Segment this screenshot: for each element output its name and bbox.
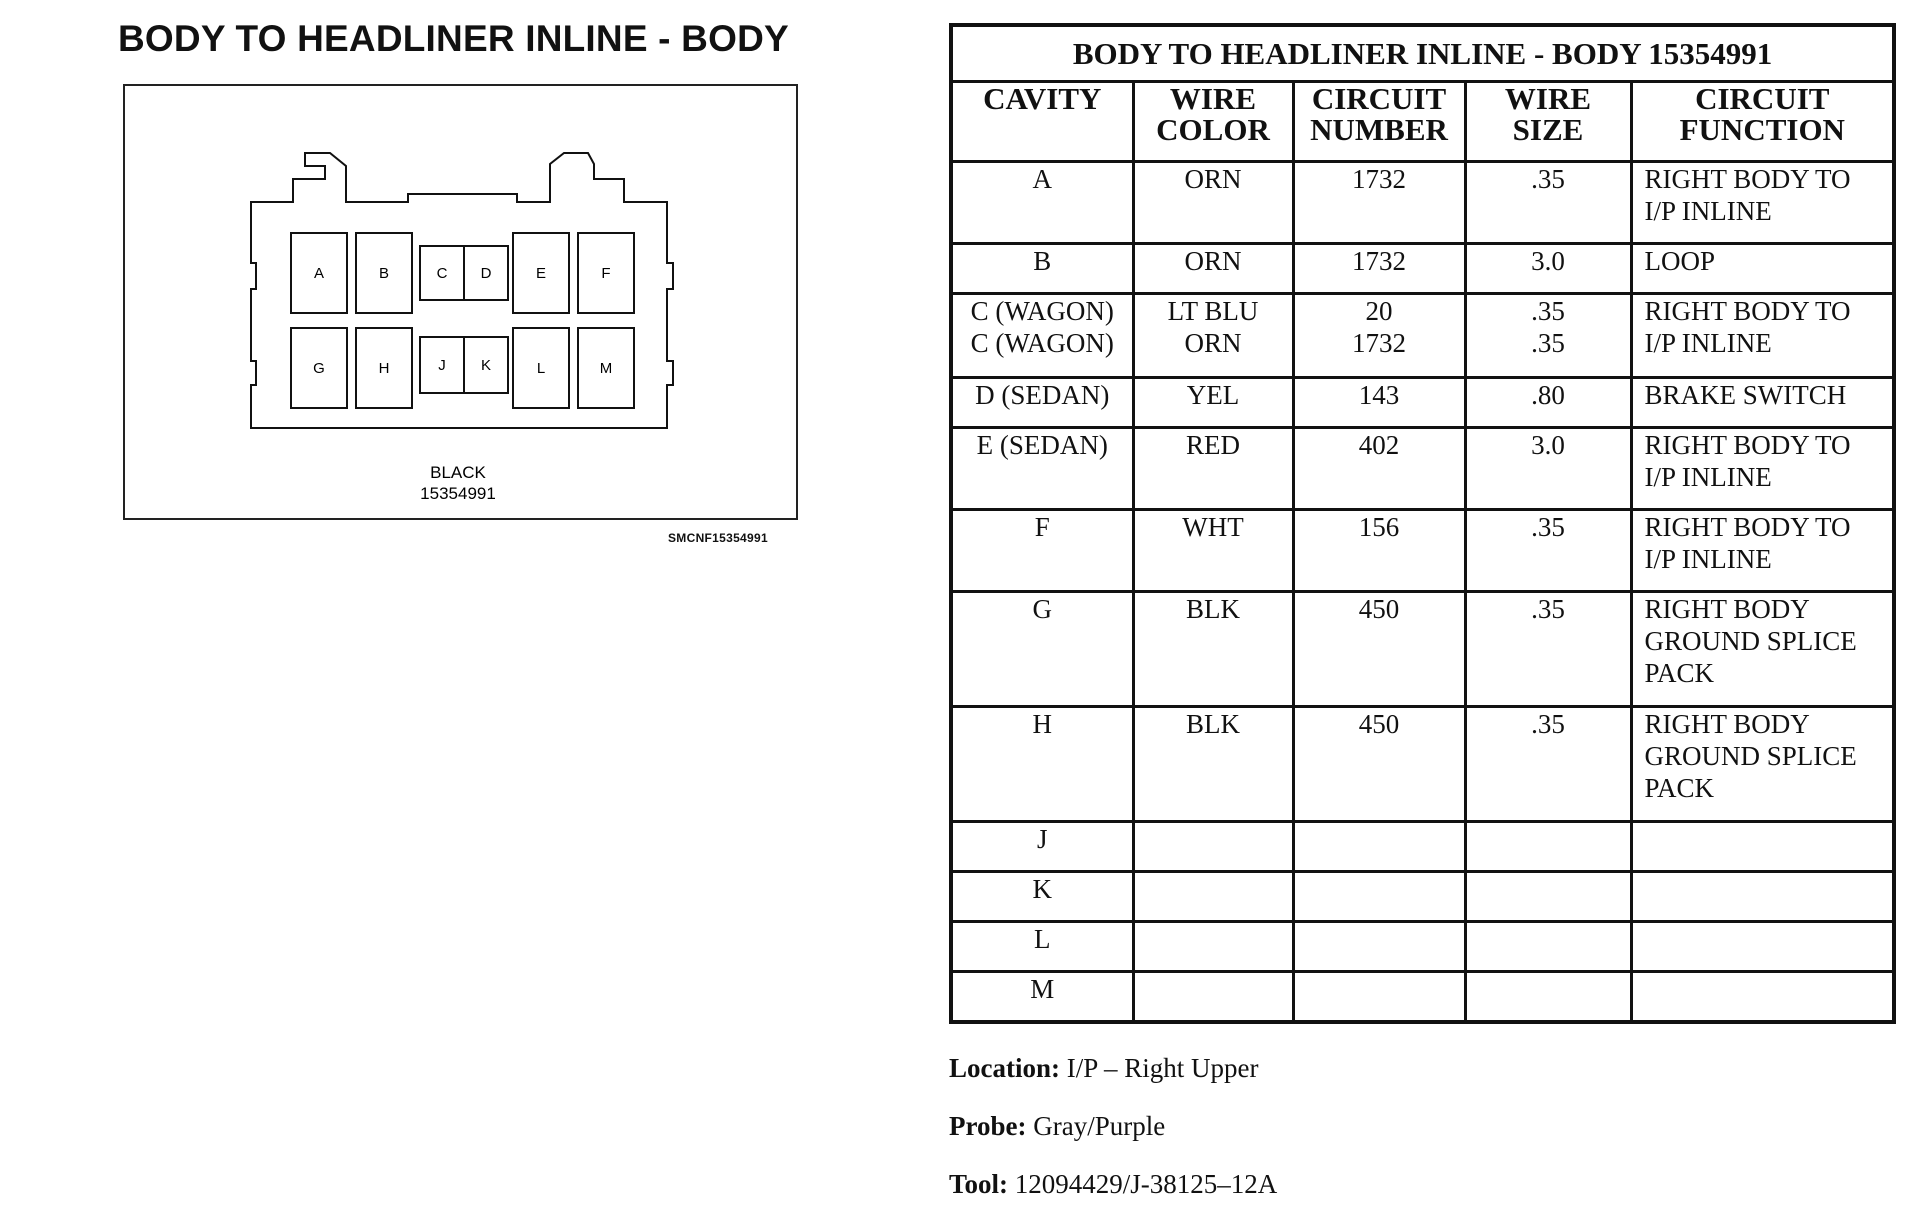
table-row [951,378,1894,428]
cell-circuit [1293,592,1465,707]
header-wire-color: WIRE COLOR [1133,82,1293,162]
cell-circuit [1293,510,1465,592]
cavity-label: H [378,360,390,377]
cell-color [1133,872,1293,922]
function-text: BRAKE SWITCH [1644,380,1847,410]
cell-color [1133,822,1293,872]
table-row [951,294,1894,378]
cell-cavity [951,378,1133,428]
cavity-label: K [480,357,492,374]
table-row [951,707,1894,822]
cavity-label: A [313,265,325,282]
color-text: ORN [1184,246,1242,276]
cell-size [1465,707,1631,822]
cell-cavity [951,592,1133,707]
table-row [951,822,1894,872]
header-cavity: CAVITY [951,82,1133,162]
connector-housing-outline [251,153,673,428]
cell-color [1133,162,1293,244]
color-text: ORN [1184,164,1242,194]
table-row [951,972,1894,1022]
cell-size [1465,510,1631,592]
tool-line [949,1169,1277,1200]
cell-cavity [951,972,1133,1022]
circuit-text: 450 [1358,594,1400,624]
circuit-text: 1732 [1352,328,1406,358]
cell-circuit [1293,707,1465,822]
cell-size [1465,378,1631,428]
cell-function [1631,244,1894,294]
circuit-text: 143 [1358,380,1400,410]
cell-circuit [1293,872,1465,922]
cavity-label: L [536,360,546,377]
cell-circuit [1293,244,1465,294]
cell-cavity [951,162,1133,244]
cavity-text: C (WAGON) [970,328,1114,358]
cavity-text: H [1032,709,1052,739]
cell-function [1631,510,1894,592]
header-circuit-function: CIRCUIT FUNCTION [1631,82,1894,162]
header-circuit-number: CIRCUIT NUMBER [1293,82,1465,162]
cell-function [1631,822,1894,872]
cavity-text: K [1032,874,1052,904]
cell-size [1465,592,1631,707]
cavity-text: D (SEDAN) [975,380,1110,410]
cavity-text: F [1034,512,1050,542]
cell-size [1465,872,1631,922]
table-row [951,922,1894,972]
cell-size [1465,822,1631,872]
cell-function [1631,872,1894,922]
function-text: I/P INLINE [1644,462,1772,492]
image-code: SMCNF15354991 [668,531,768,545]
cavity-text: E (SEDAN) [976,430,1108,460]
cavity-label: F [601,265,611,282]
size-text: .35 [1531,164,1565,194]
cavity-text: A [1032,164,1052,194]
diagram-title: BODY TO HEADLINER INLINE - BODY [118,18,789,59]
cavity-label: C [436,265,448,282]
cell-cavity [951,428,1133,510]
cell-function [1631,294,1894,378]
cavity-text: M [1030,974,1055,1004]
pinout-table-body [951,162,1894,1022]
cavity-label: E [535,265,547,282]
color-text: ORN [1184,328,1242,358]
cavity-text: G [1032,594,1052,624]
circuit-text: 156 [1358,512,1400,542]
cell-cavity [951,707,1133,822]
cavity-grid [291,233,634,408]
cavity-text: B [1033,246,1052,276]
cell-cavity [951,510,1133,592]
function-text: RIGHT BODY TO [1644,512,1851,542]
cell-color [1133,510,1293,592]
cell-circuit [1293,972,1465,1022]
cell-cavity [951,822,1133,872]
function-text: I/P INLINE [1644,196,1772,226]
cell-cavity [951,294,1133,378]
circuit-text: 1732 [1352,164,1406,194]
table-title: BODY TO HEADLINER INLINE - BODY 15354991 [951,25,1894,82]
table-row [951,428,1894,510]
table-row [951,592,1894,707]
location-value: I/P – Right Upper [1066,1053,1259,1083]
table-row [951,162,1894,244]
function-text: GROUND SPLICE [1644,741,1857,771]
cell-color [1133,244,1293,294]
color-text: WHT [1182,512,1244,542]
cavity-label: D [480,265,492,282]
function-text: RIGHT BODY TO [1644,164,1851,194]
cavity-label: G [313,360,325,377]
table-row [951,872,1894,922]
cell-function [1631,428,1894,510]
probe-value: Gray/Purple [1033,1111,1166,1141]
cell-cavity [951,922,1133,972]
size-text: .35 [1531,709,1565,739]
probe-line [949,1111,1165,1142]
size-text: .35 [1531,594,1565,624]
location-label: Location: [949,1053,1060,1083]
size-text: .35 [1531,328,1565,358]
cell-size [1465,294,1631,378]
cell-color [1133,592,1293,707]
tool-value: 12094429/J-38125–12A [1014,1169,1278,1199]
function-text: PACK [1644,773,1715,803]
cell-color [1133,378,1293,428]
circuit-text: 402 [1358,430,1400,460]
circuit-text: 20 [1365,296,1393,326]
cell-circuit [1293,162,1465,244]
cell-size [1465,922,1631,972]
cell-function [1631,972,1894,1022]
cell-color [1133,707,1293,822]
size-text: .35 [1531,512,1565,542]
header-wire-size: WIRE SIZE [1465,82,1631,162]
connector-color-label: BLACK [430,463,486,482]
probe-label: Probe: [949,1111,1027,1141]
cell-cavity [951,244,1133,294]
color-text: LT BLU [1167,296,1259,326]
size-text: 3.0 [1531,430,1565,460]
cell-size [1465,972,1631,1022]
table-row [951,244,1894,294]
cell-color [1133,294,1293,378]
cell-size [1465,428,1631,510]
color-text: YEL [1186,380,1240,410]
cavity-text: C (WAGON) [970,296,1114,326]
function-text: GROUND SPLICE [1644,626,1857,656]
cell-size [1465,244,1631,294]
function-text: RIGHT BODY [1644,594,1810,624]
cavity-text: L [1034,924,1051,954]
cavity-text: J [1036,824,1048,854]
cell-circuit [1293,378,1465,428]
cell-function [1631,922,1894,972]
cell-color [1133,428,1293,510]
cell-circuit [1293,922,1465,972]
cell-color [1133,922,1293,972]
cell-function [1631,592,1894,707]
size-text: .80 [1531,380,1565,410]
pinout-table [949,23,1896,1024]
cell-cavity [951,872,1133,922]
function-text: RIGHT BODY TO [1644,296,1851,326]
color-text: RED [1186,430,1240,460]
cell-color [1133,972,1293,1022]
location-line [949,1053,1259,1084]
cell-function [1631,707,1894,822]
function-text: I/P INLINE [1644,544,1772,574]
cell-size [1465,162,1631,244]
color-text: BLK [1186,709,1240,739]
size-text: 3.0 [1531,246,1565,276]
function-text: RIGHT BODY TO [1644,430,1851,460]
cell-circuit [1293,822,1465,872]
connector-part-label: 15354991 [420,484,496,503]
size-text: .35 [1531,296,1565,326]
table-row [951,510,1894,592]
circuit-text: 1732 [1352,246,1406,276]
cell-function [1631,378,1894,428]
cavity-label: B [378,265,390,282]
cell-circuit [1293,294,1465,378]
function-text: I/P INLINE [1644,328,1772,358]
tool-label: Tool: [949,1169,1009,1199]
color-text: BLK [1186,594,1240,624]
function-text: RIGHT BODY [1644,709,1810,739]
function-text: LOOP [1644,246,1716,276]
function-text: PACK [1644,658,1715,688]
cavity-label: J [438,357,446,374]
circuit-text: 450 [1358,709,1400,739]
cell-circuit [1293,428,1465,510]
cavity-label: M [599,360,613,377]
cell-function [1631,162,1894,244]
